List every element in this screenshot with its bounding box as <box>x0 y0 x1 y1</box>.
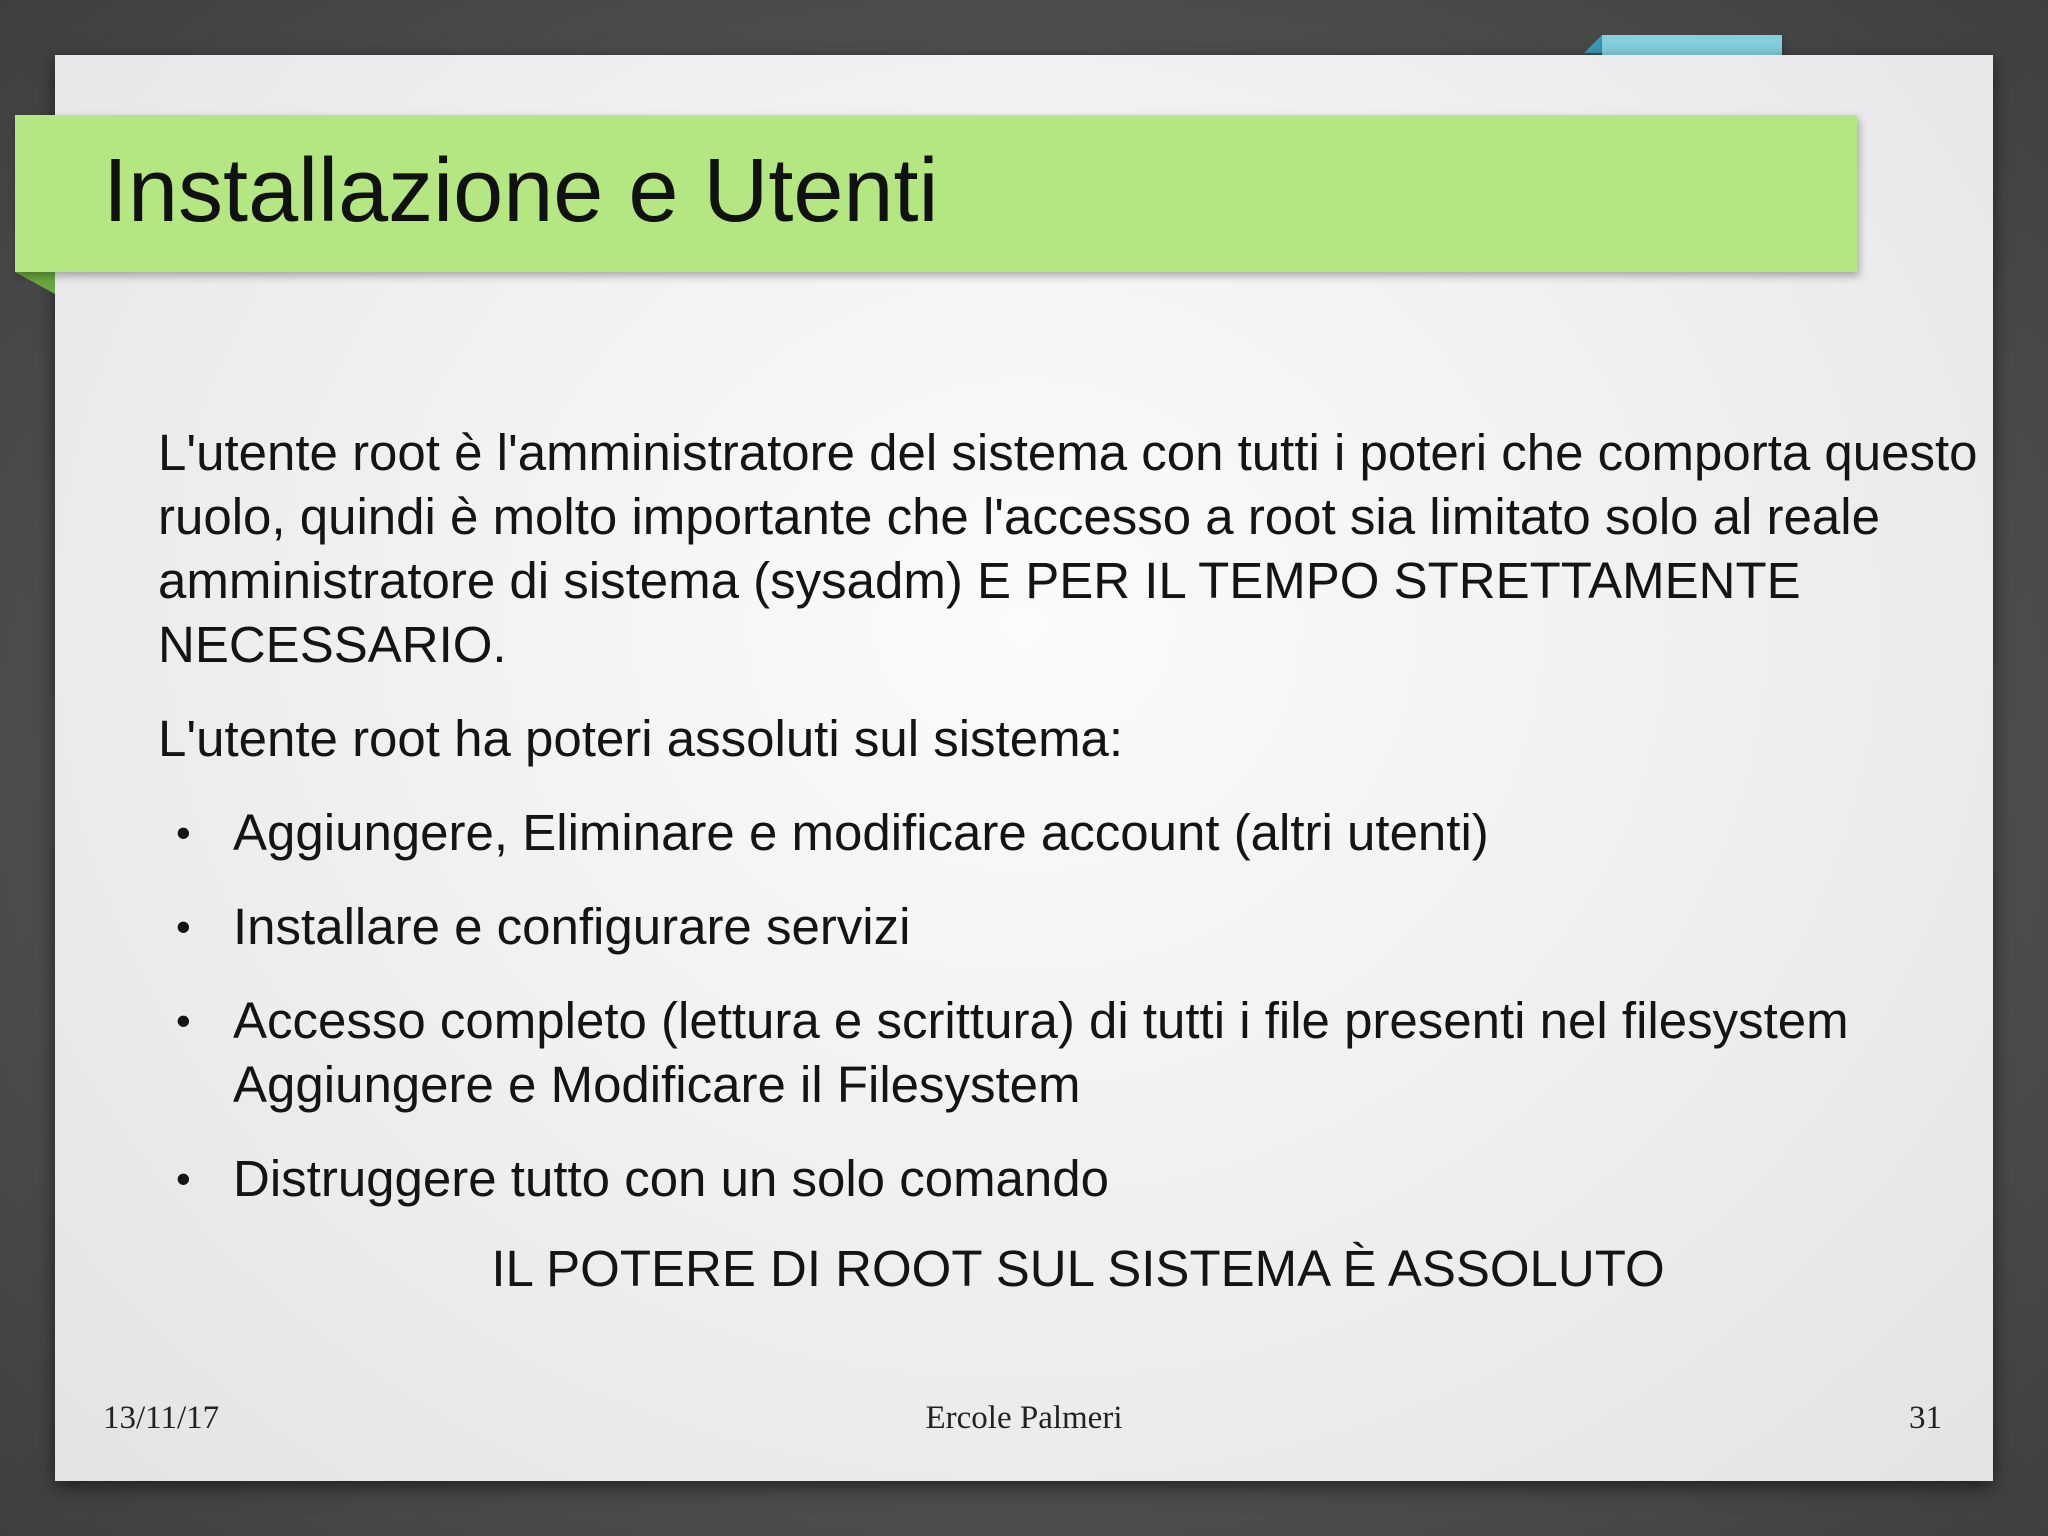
list-item-text: Installare e configurare servizi <box>233 898 911 955</box>
bullet-icon: • <box>176 903 191 950</box>
accent-tab-fold <box>1584 35 1602 53</box>
slide-title: Installazione e Utenti <box>103 141 939 241</box>
list-item-text: Distruggere tutto con un solo comando <box>233 1150 1110 1207</box>
page-number: 31 <box>1909 1400 1942 1436</box>
list-item <box>158 989 2018 1117</box>
footer-date: 13/11/17 <box>103 1400 220 1436</box>
list-item-text: Accesso completo (lettura e scrittura) di tutti i file presenti nel filesystem Aggiungere e Modificare il Filesystem <box>233 992 1849 1113</box>
list-item <box>158 1147 2018 1211</box>
emphasis-statement: IL POTERE DI ROOT SUL SISTEMA È ASSOLUTO <box>491 1240 1665 1297</box>
list-item <box>158 801 2018 865</box>
title-band-fold <box>15 272 55 294</box>
powers-list <box>158 801 2018 1211</box>
list-item-text: Aggiungere, Eliminare e modificare account (altri utenti) <box>233 804 1489 861</box>
list-item <box>158 895 2018 959</box>
bullet-icon: • <box>176 809 191 856</box>
powers-heading: L'utente root ha poteri assoluti sul sistema: <box>158 710 1124 767</box>
bullet-icon: • <box>176 997 191 1044</box>
title-band <box>15 115 1857 272</box>
intro-paragraph: L'utente root è l'amministratore del sistema con tutti i poteri che comporta questo ruolo, quindi è molto importante che l'accesso a root sia limitato solo al reale amministratore di sistema (sysadm) E PER IL TEMPO STRETTAMENTE NECESSARIO. <box>158 424 1978 673</box>
slide-body <box>158 421 2018 1301</box>
bullet-icon: • <box>176 1155 191 1202</box>
footer-author: Ercole Palmeri <box>925 1400 1123 1436</box>
